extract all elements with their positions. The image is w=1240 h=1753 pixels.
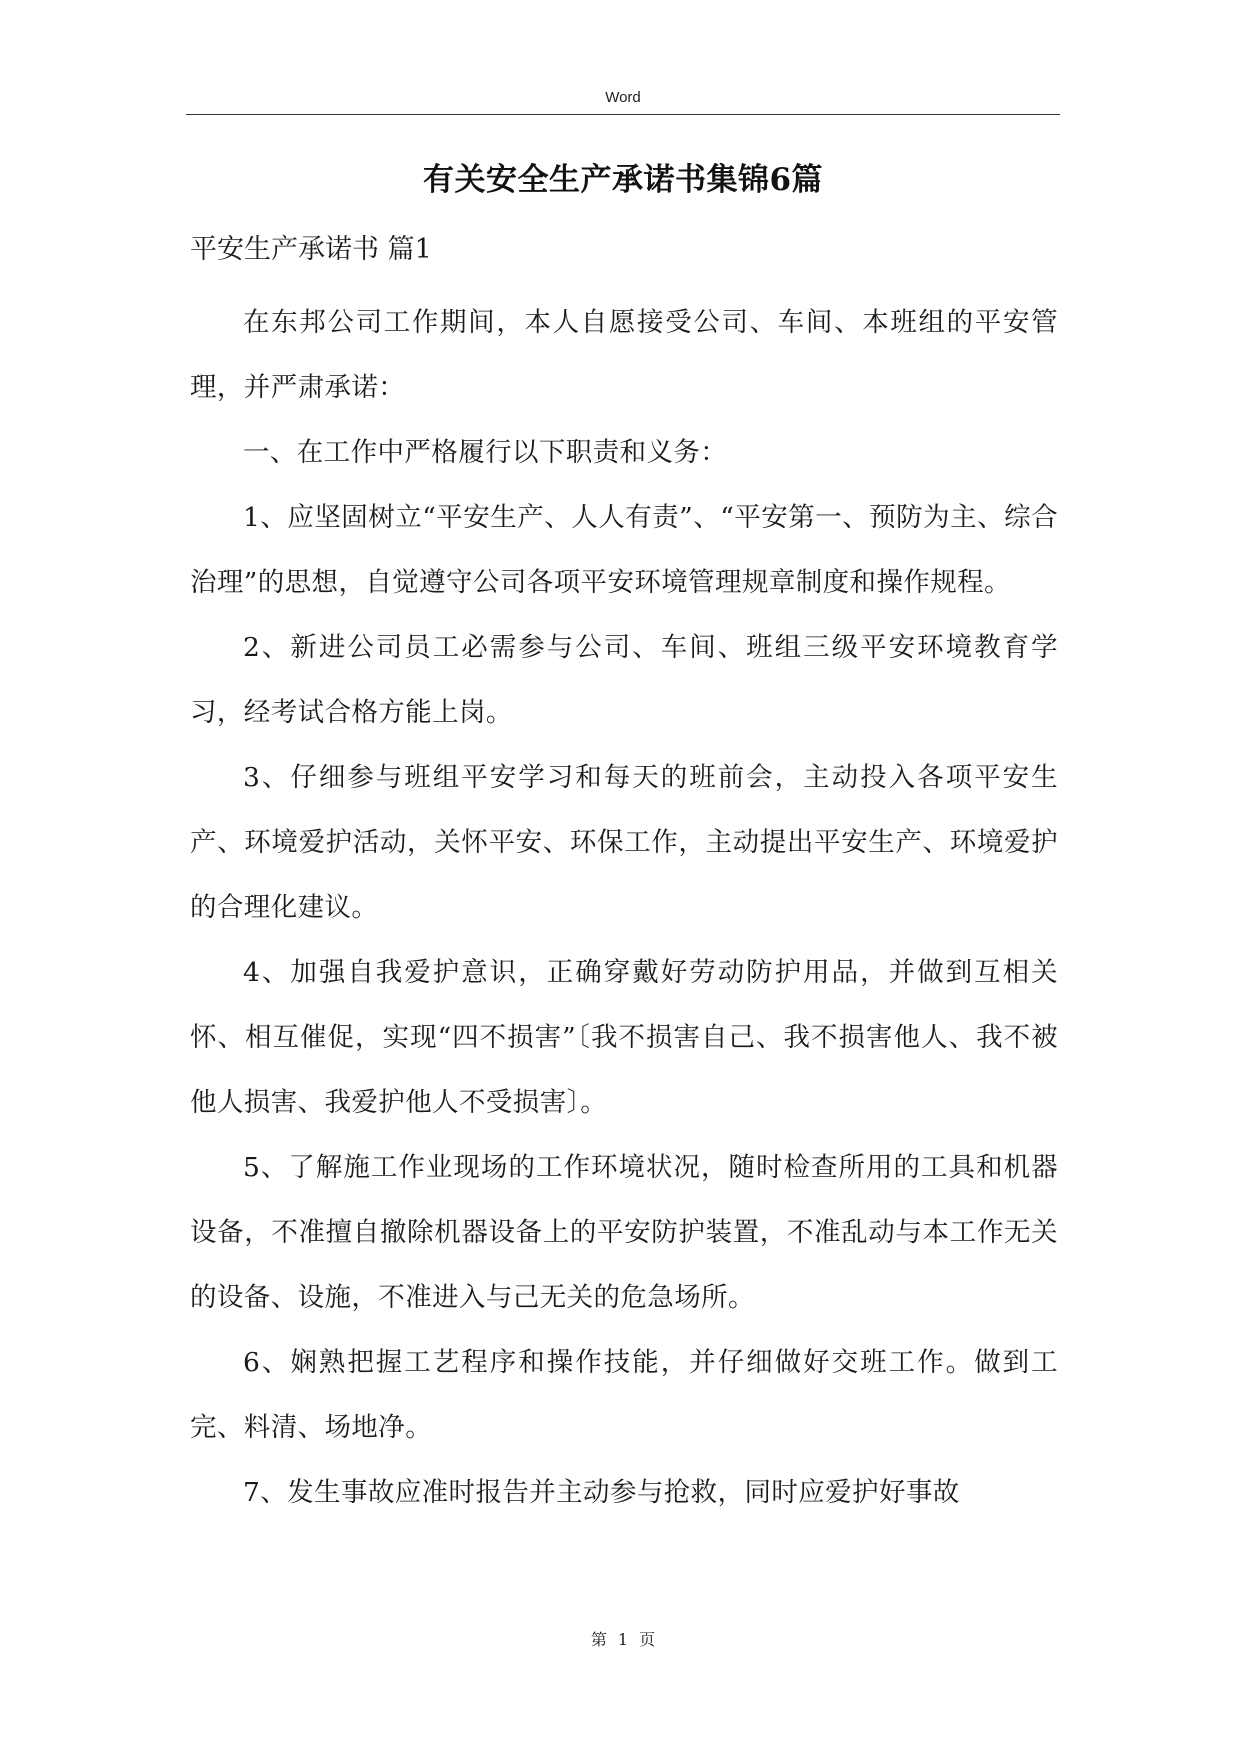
paragraph-item-3: 3、仔细参与班组平安学习和每天的班前会，主动投入各项平安生产、环境爱护活动，关怀平安、环保工作，主动提出平安生产、环境爱护的合理化建议。: [190, 762, 1058, 923]
header-label: Word: [605, 89, 641, 106]
page-footer: [186, 1628, 1060, 1652]
paragraph-item-6: 6、娴熟把握工艺程序和操作技能，并仔细做好交班工作。做到工完、料清、场地净。: [190, 1347, 1058, 1443]
page-number: 第 1 页: [590, 1630, 656, 1649]
document-title: 有关安全生产承诺书集锦6篇: [422, 162, 824, 198]
paragraph-duties-heading: 一、在工作中严格履行以下职责和义务：: [243, 437, 728, 468]
paragraph-item-4: 4、加强自我爱护意识，正确穿戴好劳动防护用品，并做到互相关怀、相互催促，实现“四不损害”〔我不损害自己、我不损害他人、我不被他人损害、我爱护他人不受损害〕。: [190, 957, 1058, 1118]
paragraph-item-2: 2、新进公司员工必需参与公司、车间、班组三级平安环境教育学习，经考试合格方能上岗。: [190, 632, 1058, 728]
section-heading: 平安生产承诺书 篇1: [190, 234, 432, 265]
paragraph-intro: 在东邦公司工作期间，本人自愿接受公司、车间、本班组的平安管理，并严肃承诺：: [190, 307, 1058, 403]
paragraph-item-7: 7、发生事故应准时报告并主动参与抢救，同时应爱护好事故: [243, 1477, 960, 1508]
paragraph-item-5: 5、了解施工作业现场的工作环境状况，随时检查所用的工具和机器设备，不准擅自撤除机器设备上的平安防护装置，不准乱动与本工作无关的设备、设施，不准进入与己无关的危急场所。: [190, 1152, 1058, 1313]
paragraph-item-1: 1、应坚固树立“平安生产、人人有责”、“平安第一、预防为主、综合治理”的思想，自觉遵守公司各项平安环境管理规章制度和操作规程。: [190, 502, 1058, 598]
document-body: [190, 290, 1058, 1525]
page-header: [186, 86, 1060, 115]
